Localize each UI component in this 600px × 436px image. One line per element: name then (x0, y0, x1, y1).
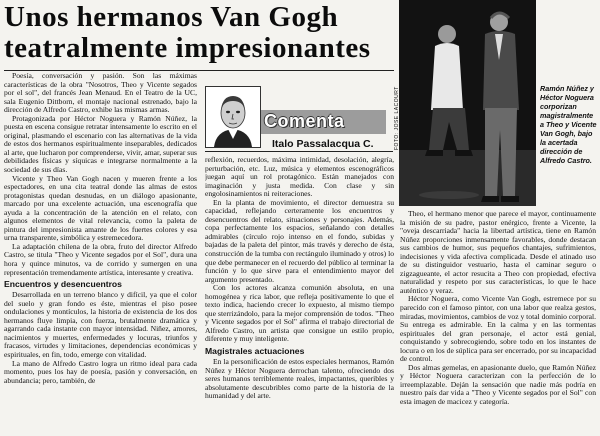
paragraph: Héctor Noguera, como Vicente Van Gogh, estremece por su parecido con el famoso pintor, con una labor que realza gestos, miradas, movimientos, cambios de voz y total dominio corporal. Su entrega es admirable. En la calma y en las tormentas espirituales del gran personaje, el actor está genial, conquistando y sobrecogiendo, sobre todo en los instantes de locura o en los de súplica para ser encerrado, por su incapacidad de control. (400, 294, 596, 364)
paragraph: Vicente y Theo Van Gogh nacen y mueren frente a los espectadores, en una cita teatral donde las almas de estos protagonistas quedan desnudas, en un diálogo apasionante, marcado por una excelente actuación, una escenografía que ayuda a la concentración de la atención en el relato, con algunos elementos de vital relevancia, como la paleta de pintura del impresionista amante de los fuertes colores y esa urna transparente, simbólica y estremecedora. (4, 173, 197, 243)
photo-credit: FOTO: JOSE LACOURT (394, 86, 400, 150)
subhead-encuentros: Encuentros y desencuentros (4, 279, 122, 290)
byline-rule (205, 151, 393, 152)
subhead-actuaciones: Magistrales actuaciones (205, 346, 305, 357)
paragraph: En la planta de movimiento, el director demuestra su capacidad, reflejando certeramente los encuentros y desencuentros del relato, situaciones y personajes. Además, copa perfectamente los espacios, señalando con detalles admirables (círculo rojo intenso en el fondo, subidas y bajadas de la paleta del pintor, más través y derecho de ésta, construcción de la tumba con rectángulo iluminado y otros) lo que debe permanecer en el recuerdo del público al terminar la función y lo que sirve para el entendimiento mayor del argumento presentado. (205, 197, 394, 284)
paragraph: Con los actores alcanza comunión absoluta, en una homogénea y rica labor, que refleja positivamente lo que el texto indica, haciendo crecer lo expuesto, al mismo tiempo que sterrizándolo, para la mejor comprensión de todos. "Theo y Vicente segados por el Sol" afirma el trabajo directorial de Alfredo Castro, un artista que consigue un estilo propio, diferente y muy inteligente. (205, 283, 394, 344)
headline-rule (4, 70, 394, 71)
paragraph: En la personificación de estos especiales hermanos, Ramón Núñez y Héctor Noguera derrochan talento, ofreciendo dos seres humanos terriblemente reales, impactantes, queribles y absolutamente descubribles como parte de la historia de la humanidad y del arte. (205, 357, 394, 401)
column-1 (4, 72, 197, 434)
headline: Unos hermanos Van Gogh teatralmente impresionantes (4, 1, 371, 64)
columnist-portrait (205, 86, 261, 148)
portrait-drawing (206, 87, 260, 147)
paragraph: Desarrollada en un terreno blanco y difícil, ya que el color del suelo y gran fondo es éste, mientras el piso posee ondulaciones y montículos, la historia de existencia de los dos hermanos fluye limpia, con fuerza, brutalmente dramática y agarrando cada instante con mayor intensidad. Niñez, amores, nacimientos y muertes, enfermedades y locuras, triunfos y fracasos, virtudes y limitaciones, dependencias económicas y espirituales, en fin, todo, emerge con vitalidad. (4, 290, 197, 359)
paragraph: Poesía, conversación y pasión. Son las máximas características de la obra "Nosotros, Theo y Vicente segados por el sol", del francés Jean Menaud. En el Teatro de la UC, sala Eugenio Dittborn, el montaje nacional estrenado, bajo la dirección de Alfredo Castro, exhibe las mismas armas. (4, 72, 197, 115)
paragraph: Protagonizada por Héctor Noguera y Ramón Núñez, la puesta en escena consigue retratar intensamente lo escrito en el original, plasmando el escenario con las alternativas de la vida de estos dos hermanos espiritualmente inseparables, dedicados al arte, que lucharon por comprenderse, vivir, amar, superar sus debilidades físicas y síquicas e integrarse normalmente a la sociedad de sus días. (4, 113, 197, 175)
paragraph: La adaptación chilena de la obra, fruto del director Alfredo Castro, se titula "Theo y Vicente segados por el Sol", dura una hora y quince minutos, va de corrido y sumergen en una representación tremendamente artística, interesante y creativa. (4, 241, 197, 277)
paragraph: Dos almas gemelas, en apasionante duelo, que Ramón Núñez y Héctor Noguera caracterizan con la perfección de lo irreemplazable. Deján la sensación que nadie más podría en nuestro país dar vida a "Theo y Vicente segados por el Sol" con esta imagen de macicez y categoría. (400, 362, 596, 407)
paragraph: La mano de Alfredo Castro logra un ritmo ideal para cada momento, pues los hay de poesía, pasión y conversación, en abundancia; pero, también, de (4, 358, 197, 385)
byline: Italo Passalacqua C. (272, 138, 374, 150)
section-label: Comenta (264, 111, 345, 131)
stage-photo (399, 0, 536, 206)
photo-caption: Ramón Núñez y Héctor Noguera corporizan magistralmente a Theo y Vicente Van Gogh, bajo la acertada dirección de Alfredo Castro. (540, 84, 597, 165)
stage-photo-drawing (399, 0, 536, 206)
paragraph: reflexión, recuerdos, máxima intimidad, desolación, alegría, perturbación, etc. Luz, música y elementos escenográficos juegan aquí un rol protagónico. Están manejados con imaginación y justa medida. Con clase y sin engolosinamientos ni reiteraciones. (205, 156, 394, 199)
column-3 (400, 210, 596, 434)
column-2 (205, 156, 394, 434)
paragraph: Theo, el hermano menor que parece el mayor, continuamente la misión de su padre, pastor enérgico, frente a Vicente, la "oveja descarriada" hacia la libertad artística, tiene en Ramón Núñez proporciones inmensamente favorables, donde destacan sus cambios de humor, sus pequeños chantajes, sufrimientos, indecisiones y vida afectiva complicada. Desde el atinado uso de su distinguidor vestuario, hasta el caminar seguro o zigzagueante, el actor resucita a Theo con propiedad, efectiva naturalidad y respeto por sus características, lo que le hace auténtico y veraz. (400, 210, 596, 295)
